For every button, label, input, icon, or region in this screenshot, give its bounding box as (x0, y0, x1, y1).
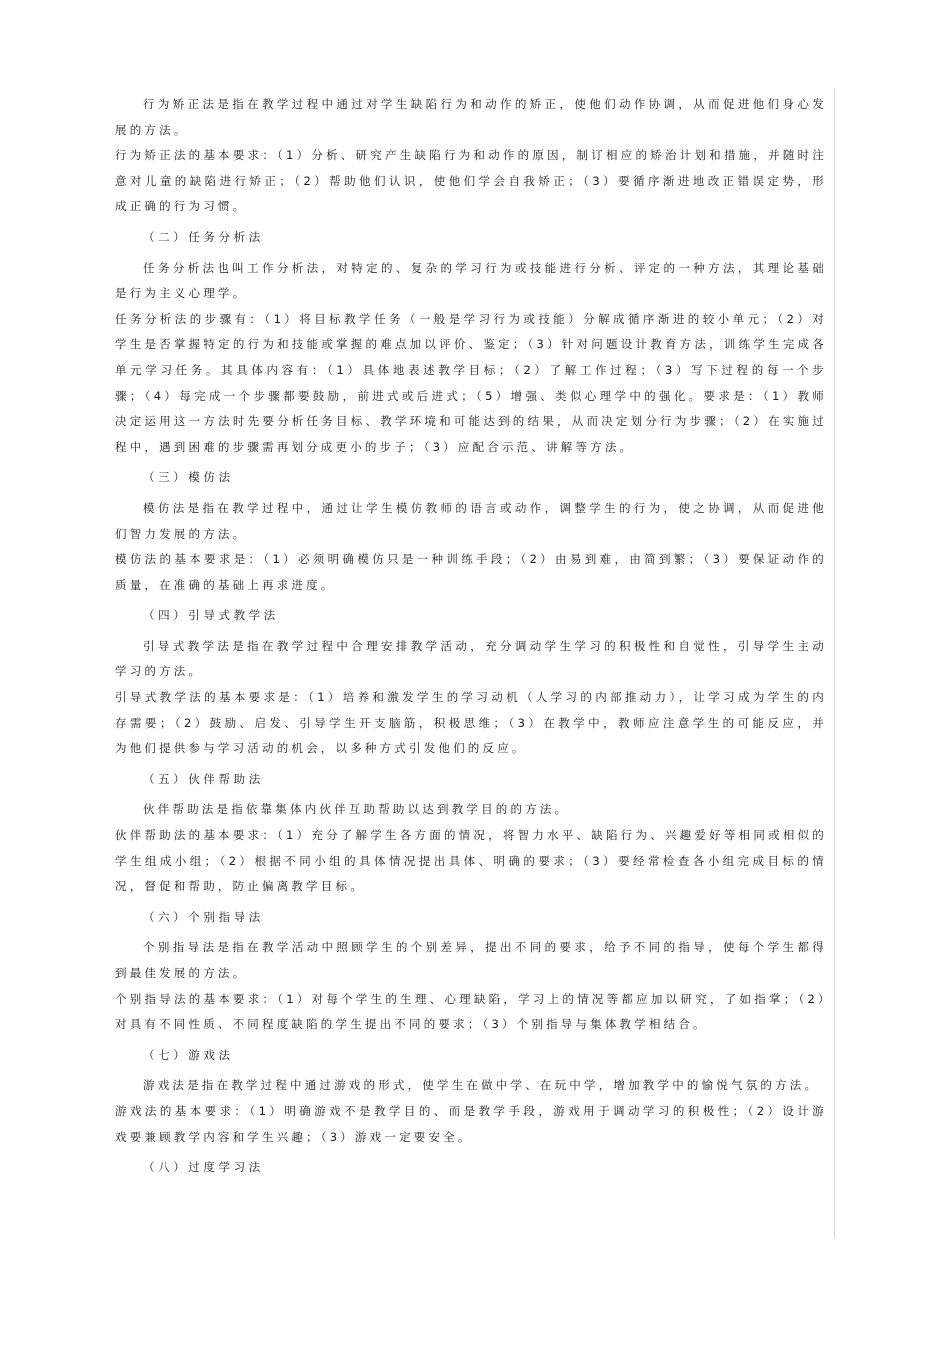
section-requirements: 模仿法的基本要求是：（1）必须明确模仿只是一种训练手段；（2）由易到难，由简到繁；（3）要保证动作的质量，在准确的基础上再求进度。 (115, 552, 827, 592)
section-requirements: 行为矫正法的基本要求：（1）分析、研究产生缺陷行为和动作的原因，制订相应的矫治计划和措施，并随时注意对儿童的缺陷进行矫正；（2）帮助他们认识，使他们学会自我矫正；（3）要循序渐进地改正错误定势，形成正确的行为习惯。 (115, 148, 827, 214)
section-heading: （四）引导式教学法 (143, 608, 279, 623)
section-heading: （七）游戏法 (143, 1047, 234, 1062)
section-intro: 个别指导法是指在教学活动中照顾学生的个别差异，提出不同的要求，给予不同的指导，使每个学生都得到最佳发展的方法。 (115, 940, 827, 980)
section-requirements: 游戏法的基本要求：（1）明确游戏不是教学目的、而是教学手段，游戏用于调动学习的积极性；（2）设计游戏要兼顾教学内容和学生兴趣；（3）游戏一定要安全。 (115, 1103, 827, 1144)
document-body (115, 92, 827, 1186)
section-intro: 任务分析法也叫工作分析法，对特定的、复杂的学习行为或技能进行分析、评定的一种方法，其理论基础是行为主义心理学。 (115, 260, 827, 301)
section-requirements: 个别指导法的基本要求：（1）对每个学生的生理、心理缺陷，学习上的情况等都应加以研究，了如指掌；（2）对具有不同性质、不同程度缺陷的学生提出不同的要求；（3）个别指导与集体教学相结合。 (115, 991, 827, 1032)
section-intro: 行为矫正法是指在教学过程中通过对学生缺陷行为和动作的矫正，使他们动作协调，从而促进他们身心发展的方法。 (115, 97, 827, 137)
section-intro: 伙伴帮助法是指依靠集体内伙伴互助帮助以达到教学目的的方法。 (143, 802, 570, 817)
section-heading: （二）任务分析法 (143, 229, 264, 244)
section-requirements: 伙伴帮助法的基本要求：（1）充分了解学生各方面的情况，将智力水平、缺陷行为、兴趣爱好等相同或相似的学生组成小组；（2）根据不同小组的具体情况提出具体、明确的要求；（3）要经常检查各小组完成目标的情况，督促和帮助，防止偏离教学目标。 (115, 828, 827, 894)
section-intro: 游戏法是指在教学过程中通过游戏的形式，使学生在做中学、在玩中学，增加教学中的愉悦气氛的方法。 (143, 1078, 820, 1093)
section-heading: （八）过度学习法 (143, 1160, 264, 1175)
section-heading: （五）伙伴帮助法 (143, 771, 264, 786)
section-heading: （六）个别指导法 (143, 909, 264, 924)
section-requirements: 任务分析法的步骤有：（1）将目标教学任务（一般是学习行为或技能）分解成循序渐进的较小单元；（2）对学生是否掌握特定的行为和技能或掌握的难点加以评价、鉴定；（3）针对问题设计教育方法，训练学生完成各单元学习任务。其具体内容有：（1）具体地表述教学目标；（2）了解工作过程；（3）写下过程的每一个步骤；（4）每完成一个步骤都要鼓励，前进式或后进式；（5）增强、类似心理学中的强化。要求是：（1）教师决定运用这一方法时先要分析任务目标、教学环境和可能达到的结果，从而决定划分行为步骤；（2）在实施过程中，遇到困难的步骤需再划分成更小的步子；（3）应配合示范、讲解等方法。 (115, 311, 827, 454)
section-requirements: 引导式教学法的基本要求是：（1）培养和激发学生的学习动机（人学习的内部推动力），让学习成为学生的内存需要；（2）鼓励、启发、引导学生开支脑筋，积极思维；（3）在教学中，教师应注意学生的可能反应，并为他们提供参与学习活动的机会，以多种方式引发他们的反应。 (115, 690, 827, 756)
section-intro: 模仿法是指在教学过程中，通过让学生模仿教师的语言或动作，调整学生的行为，使之协调，从而促进他们智力发展的方法。 (115, 500, 827, 541)
section-intro: 引导式教学法是指在教学过程中合理安排教学活动，充分调动学生学习的积极性和自觉性，引导学生主动学习的方法。 (115, 638, 827, 679)
section-heading: （三）模仿法 (143, 470, 234, 485)
